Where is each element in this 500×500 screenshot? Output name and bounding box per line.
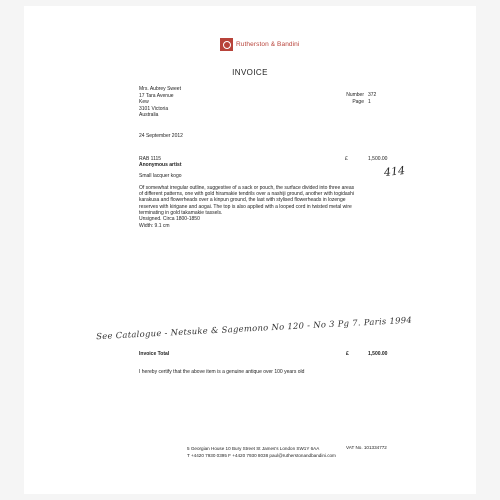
item-description: Of somewhat irregular outline, suggestive of a sack or pouch, the surface divided into three areas of different patterns, one with gold hiramakie tendrils over a nashiji ground, another with togidashi karakusa and flowerheads over a kinpun ground, the last with stylised flowerheads in lozenge reserves with kirigane and aogai. The top is also applied with a looped cord in twisted metal wire terminating in gold takamakie tassels.: [139, 184, 355, 217]
line-item: [139, 156, 359, 229]
footer-address-block: [187, 445, 336, 459]
brand-name: Rutherston & Bandini: [236, 41, 300, 48]
brand-logo: [220, 38, 299, 51]
certification-statement: I hereby certify that the above item is a genuine antique over 100 years old: [139, 369, 305, 375]
item-signed-date: Unsigned. Circa 1800-1850: [139, 216, 200, 223]
customer-address: [139, 86, 181, 119]
vat-number: VAT No. 101334772: [346, 445, 387, 450]
item-artist: Anonymous artist: [139, 162, 182, 169]
invoice-date: 24 September 2012: [139, 133, 183, 139]
item-currency: £: [345, 156, 348, 162]
address-line: Kew: [139, 99, 149, 106]
invoice-page: [24, 6, 476, 494]
invoice-meta: [341, 92, 376, 106]
footer-address: 5 Georgian House 10 Bury Street St James's London SW1Y 6AA: [187, 446, 320, 451]
brand-mark-icon: [220, 38, 233, 51]
address-line: Australia: [139, 112, 159, 119]
invoice-number-label: Number: [346, 92, 364, 98]
address-line: 3101 Victoria: [139, 105, 169, 112]
invoice-number-value: 372: [368, 92, 377, 98]
total-label: Invoice Total: [139, 351, 170, 357]
footer-contact: T +4420 7930 0395 F +4420 7930 8038 paul@rutherstonandbandini.com: [187, 453, 336, 458]
total-currency: £: [346, 351, 349, 357]
item-subtitle: Small lacquer kogo: [139, 172, 182, 179]
handwritten-catalogue-note: See Catalogue - Netsuke & Sagemono No 120 - No 3 Pg 7. Paris 1994: [95, 314, 413, 342]
address-line: 17 Tara Avenue: [139, 92, 174, 99]
page-number-label: Page: [352, 99, 364, 105]
item-price: 1,500.00: [368, 156, 388, 162]
page-number-value: 1: [368, 99, 371, 105]
handwritten-number: 414: [383, 163, 406, 180]
address-line: Mrs. Aubrey Sweet: [139, 86, 181, 92]
item-reference: RAB 1115: [139, 156, 162, 162]
total-value: 1,500.00: [368, 351, 388, 357]
item-width: Width: 9.1 cm: [139, 222, 170, 229]
document-title: INVOICE: [232, 68, 268, 77]
